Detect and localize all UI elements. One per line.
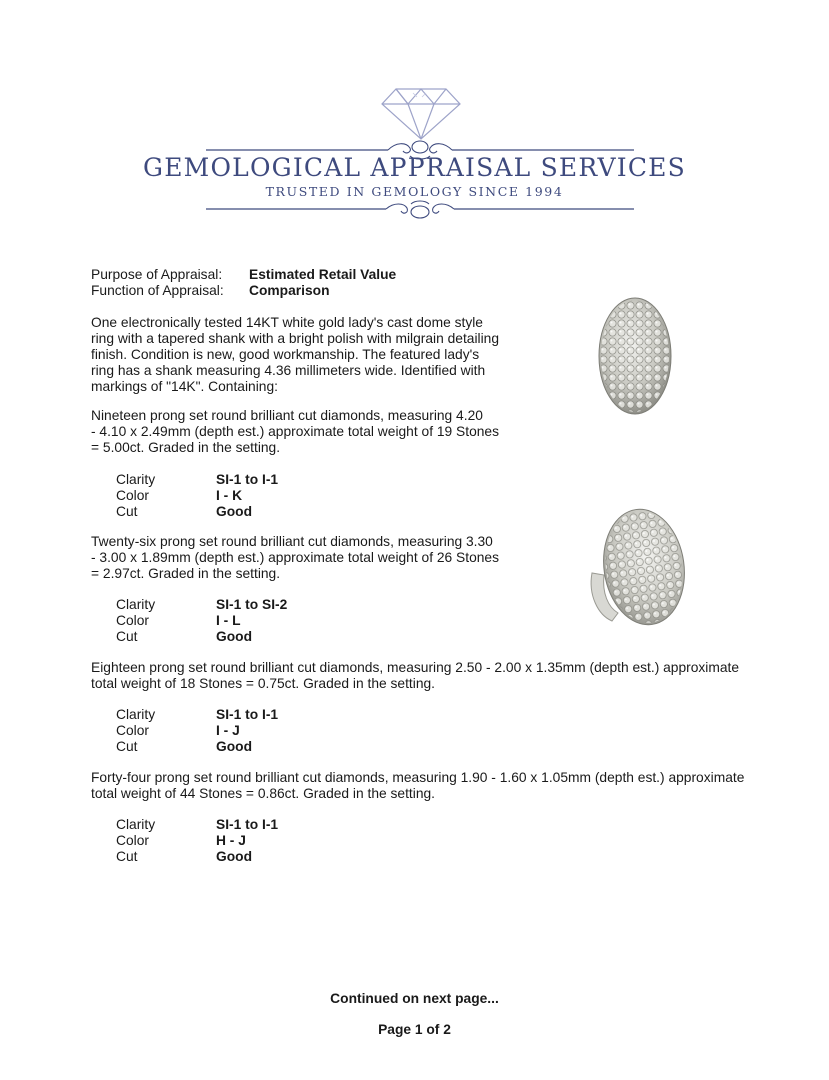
color-value: I - K: [216, 488, 243, 503]
function-label: Function of Appraisal:: [91, 283, 224, 298]
diamond-group-3-description: [91, 660, 739, 692]
clarity-label: Clarity: [116, 817, 156, 832]
cut-value: Good: [216, 739, 253, 754]
clarity-label: Clarity: [116, 597, 156, 612]
group-line: total weight of 44 Stones = 0.86ct. Graded in the setting.: [91, 786, 435, 801]
cut-label: Cut: [116, 629, 138, 644]
cut-label: Cut: [116, 849, 138, 864]
group-line: Twenty-six prong set round brilliant cut diamonds, measuring 3.30: [91, 534, 493, 549]
color-value: I - J: [216, 723, 240, 738]
clarity-value: SI-1 to I-1: [216, 817, 279, 832]
diamond-group-3-grades: [116, 707, 416, 755]
group-line: = 2.97ct. Graded in the setting.: [91, 566, 281, 581]
color-value: I - L: [216, 613, 241, 628]
purpose-label: Purpose of Appraisal:: [91, 267, 223, 282]
cut-label: Cut: [116, 504, 138, 519]
color-label: Color: [116, 613, 149, 628]
diamond-group-2-grades: [116, 597, 416, 645]
group-line: Nineteen prong set round brilliant cut diamonds, measuring 4.20: [91, 408, 483, 423]
diamond-group-2-description: [91, 534, 499, 582]
clarity-value: SI-1 to I-1: [216, 707, 279, 722]
ring-description: [91, 315, 499, 395]
function-value: Comparison: [249, 283, 330, 298]
color-label: Color: [116, 723, 149, 738]
company-name: GEMOLOGICAL APPRAISAL SERVICES: [143, 153, 686, 182]
group-line: total weight of 18 Stones = 0.75ct. Graded in the setting.: [91, 676, 435, 691]
group-line: - 3.00 x 1.89mm (depth est.) approximate total weight of 26 Stones: [91, 550, 499, 565]
diamond-group-1-description: [91, 408, 499, 456]
clarity-label: Clarity: [116, 707, 156, 722]
group-line: = 5.00ct. Graded in the setting.: [91, 440, 281, 455]
ring-photo-angled-view: [582, 503, 692, 638]
group-line: Eighteen prong set round brilliant cut diamonds, measuring 2.50 - 2.00 x 1.35mm (depth est.) approximate: [91, 660, 740, 675]
header-flourish-bottom: [206, 198, 634, 224]
ring-photo-top-view: [590, 292, 680, 422]
description-line: ring with a tapered shank with a bright polish with milgrain detailing: [91, 331, 499, 346]
cut-value: Good: [216, 849, 253, 864]
clarity-value: SI-1 to SI-2: [216, 597, 288, 612]
clarity-label: Clarity: [116, 472, 156, 487]
color-label: Color: [116, 833, 149, 848]
page-number: Page 1 of 2: [378, 1022, 451, 1037]
clarity-value: SI-1 to I-1: [216, 472, 279, 487]
description-line: ring has a shank measuring 4.36 millimeters wide. Identified with: [91, 363, 486, 378]
diamond-logo-icon: [380, 86, 462, 142]
diamond-group-4-description: [91, 770, 744, 802]
description-line: One electronically tested 14KT white gold lady's cast dome style: [91, 315, 483, 330]
continued-note: Continued on next page...: [330, 991, 499, 1006]
cut-label: Cut: [116, 739, 138, 754]
color-label: Color: [116, 488, 149, 503]
diamond-group-1-grades: [116, 472, 416, 520]
description-line: finish. Condition is new, good workmanship. The featured lady's: [91, 347, 480, 362]
description-line: markings of "14K". Containing:: [91, 379, 278, 394]
group-line: Forty-four prong set round brilliant cut diamonds, measuring 1.90 - 1.60 x 1.05mm (depth est.) approximate: [91, 770, 745, 785]
group-line: - 4.10 x 2.49mm (depth est.) approximate total weight of 19 Stones: [91, 424, 499, 439]
cut-value: Good: [216, 629, 253, 644]
purpose-value: Estimated Retail Value: [249, 267, 397, 282]
diamond-group-4-grades: [116, 817, 416, 865]
color-value: H - J: [216, 833, 246, 848]
company-tagline: TRUSTED IN GEMOLOGY SINCE 1994: [265, 184, 564, 199]
cut-value: Good: [216, 504, 253, 519]
